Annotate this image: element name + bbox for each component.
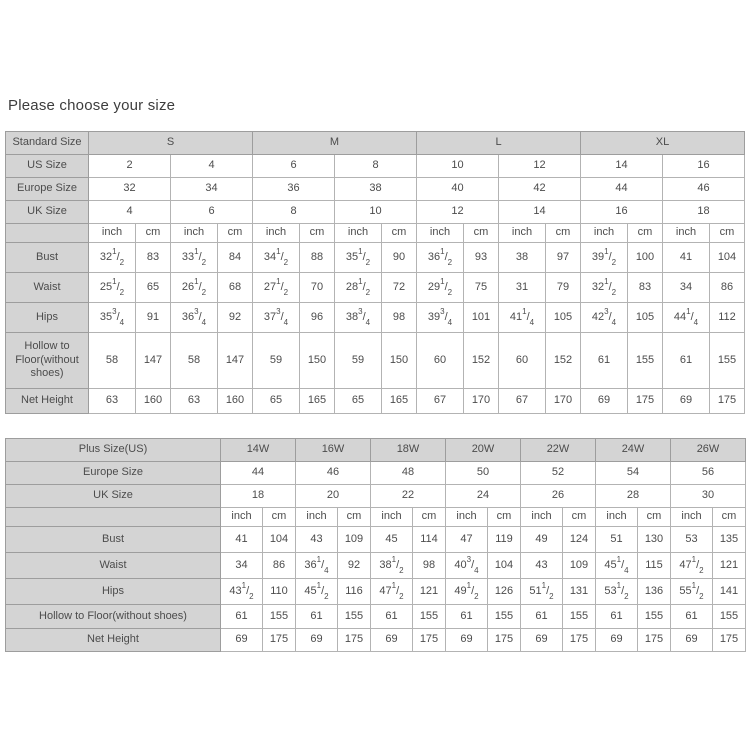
measure-value-cell: 61 <box>221 605 263 629</box>
measure-value-cell: $32^1/_2$ <box>581 273 628 303</box>
measure-value-cell: 175 <box>263 629 296 652</box>
measure-value-cell: $39^3/_4$ <box>417 303 464 333</box>
measure-value-cell: 110 <box>263 579 296 605</box>
measure-value-cell: 109 <box>338 527 371 553</box>
size-group-cell: 26W <box>671 439 746 462</box>
unit-inch-cell: inch <box>296 508 338 527</box>
measure-value-cell: 86 <box>263 553 296 579</box>
unit-inch-cell: inch <box>221 508 263 527</box>
measure-value-cell: 101 <box>464 303 499 333</box>
measure-value-cell: 175 <box>563 629 596 652</box>
size-value-cell: 30 <box>671 485 746 508</box>
measure-value-cell: $51^1/_2$ <box>521 579 563 605</box>
measure-value-cell: $55^1/_2$ <box>671 579 713 605</box>
measure-value-cell: $44^1/_4$ <box>663 303 710 333</box>
measure-value-cell: $37^3/_4$ <box>253 303 300 333</box>
measure-value-cell: 69 <box>221 629 263 652</box>
size-row-label: UK Size <box>6 201 89 224</box>
measure-value-cell: 63 <box>171 389 218 414</box>
measure-value-cell: 116 <box>338 579 371 605</box>
measure-value-cell: $36^1/_4$ <box>296 553 338 579</box>
measure-value-cell: 96 <box>300 303 335 333</box>
measure-value-cell: 61 <box>446 605 488 629</box>
size-value-cell: 52 <box>521 462 596 485</box>
unit-inch-cell: inch <box>671 508 713 527</box>
measure-value-cell: $53^1/_2$ <box>596 579 638 605</box>
measure-value-cell: 61 <box>521 605 563 629</box>
unit-cm-cell: cm <box>710 224 745 243</box>
measure-value-cell: $39^1/_2$ <box>581 243 628 273</box>
measure-value-cell: 51 <box>596 527 638 553</box>
measure-value-cell: $35^3/_4$ <box>89 303 136 333</box>
measure-value-cell: 61 <box>371 605 413 629</box>
measure-row-label: Hollow to Floor(without shoes) <box>6 605 221 629</box>
plus-size-table <box>5 438 746 652</box>
measure-value-cell: 61 <box>663 333 710 389</box>
measure-value-cell: 155 <box>713 605 746 629</box>
size-value-cell: 40 <box>417 178 499 201</box>
size-value-cell: 36 <box>253 178 335 201</box>
unit-inch-cell: inch <box>253 224 300 243</box>
unit-inch-cell: inch <box>596 508 638 527</box>
unit-inch-cell: inch <box>581 224 628 243</box>
size-group-cell: 16W <box>296 439 371 462</box>
measure-value-cell: 43 <box>521 553 563 579</box>
measure-value-cell: 98 <box>413 553 446 579</box>
measure-value-cell: 150 <box>300 333 335 389</box>
measure-value-cell: 65 <box>136 273 171 303</box>
measure-value-cell: 147 <box>136 333 171 389</box>
size-value-cell: 8 <box>335 155 417 178</box>
size-value-cell: 48 <box>371 462 446 485</box>
measure-value-cell: 41 <box>663 243 710 273</box>
standard-size-table <box>5 131 745 414</box>
measure-value-cell: 72 <box>382 273 417 303</box>
measure-row-label: Bust <box>6 527 221 553</box>
size-value-cell: 38 <box>335 178 417 201</box>
measure-value-cell: 175 <box>713 629 746 652</box>
measure-value-cell: 84 <box>218 243 253 273</box>
size-value-cell: 28 <box>596 485 671 508</box>
size-value-cell: 18 <box>221 485 296 508</box>
size-value-cell: 34 <box>171 178 253 201</box>
measure-value-cell: 136 <box>638 579 671 605</box>
measure-value-cell: $26^1/_2$ <box>171 273 218 303</box>
measure-value-cell: 61 <box>296 605 338 629</box>
measure-value-cell: 83 <box>136 243 171 273</box>
measure-value-cell: 69 <box>521 629 563 652</box>
size-value-cell: 18 <box>663 201 745 224</box>
size-value-cell: 24 <box>446 485 521 508</box>
measure-value-cell: 69 <box>371 629 413 652</box>
size-value-cell: 46 <box>296 462 371 485</box>
size-group-cell: 14W <box>221 439 296 462</box>
measure-value-cell: 109 <box>563 553 596 579</box>
measure-value-cell: 175 <box>638 629 671 652</box>
measure-value-cell: 155 <box>628 333 663 389</box>
measure-value-cell: 68 <box>218 273 253 303</box>
measure-value-cell: 152 <box>464 333 499 389</box>
measure-value-cell: $33^1/_2$ <box>171 243 218 273</box>
measure-value-cell: 53 <box>671 527 713 553</box>
measure-value-cell: 69 <box>296 629 338 652</box>
size-row-label: UK Size <box>6 485 221 508</box>
measure-value-cell: 47 <box>446 527 488 553</box>
size-group-cell: M <box>253 132 417 155</box>
measure-value-cell: $47^1/_2$ <box>371 579 413 605</box>
measure-value-cell: $27^1/_2$ <box>253 273 300 303</box>
measure-value-cell: $29^1/_2$ <box>417 273 464 303</box>
measure-value-cell: 63 <box>89 389 136 414</box>
measure-value-cell: 150 <box>382 333 417 389</box>
size-value-cell: 26 <box>521 485 596 508</box>
measure-value-cell: 115 <box>638 553 671 579</box>
measure-value-cell: 59 <box>335 333 382 389</box>
measure-value-cell: 152 <box>546 333 581 389</box>
size-value-cell: 10 <box>335 201 417 224</box>
size-system-label: Plus Size(US) <box>6 439 221 462</box>
measure-row-label: Hips <box>6 303 89 333</box>
size-value-cell: 16 <box>663 155 745 178</box>
measure-value-cell: 155 <box>488 605 521 629</box>
measure-value-cell: 49 <box>521 527 563 553</box>
unit-inch-cell: inch <box>521 508 563 527</box>
unit-inch-cell: inch <box>417 224 464 243</box>
measure-row-label: Net Height <box>6 389 89 414</box>
unit-cm-cell: cm <box>628 224 663 243</box>
measure-value-cell: 105 <box>546 303 581 333</box>
size-group-cell: 22W <box>521 439 596 462</box>
size-value-cell: 4 <box>89 201 171 224</box>
measure-value-cell: 88 <box>300 243 335 273</box>
measure-value-cell: 175 <box>413 629 446 652</box>
table-spacer <box>5 414 750 438</box>
unit-inch-cell: inch <box>89 224 136 243</box>
measure-value-cell: 93 <box>464 243 499 273</box>
unit-cm-cell: cm <box>382 224 417 243</box>
measure-row-label: Bust <box>6 243 89 273</box>
measure-value-cell: 175 <box>628 389 663 414</box>
measure-value-cell: $38^1/_2$ <box>371 553 413 579</box>
measure-value-cell: 41 <box>221 527 263 553</box>
measure-value-cell: $42^3/_4$ <box>581 303 628 333</box>
measure-value-cell: $43^1/_2$ <box>221 579 263 605</box>
size-value-cell: 44 <box>581 178 663 201</box>
unit-inch-cell: inch <box>371 508 413 527</box>
measure-value-cell: 165 <box>300 389 335 414</box>
size-system-label: Standard Size <box>6 132 89 155</box>
measure-value-cell: 69 <box>581 389 628 414</box>
measure-value-cell: 126 <box>488 579 521 605</box>
measure-row-label: Net Height <box>6 629 221 652</box>
size-value-cell: 16 <box>581 201 663 224</box>
unit-cm-cell: cm <box>136 224 171 243</box>
measure-value-cell: 155 <box>263 605 296 629</box>
size-row-label: US Size <box>6 155 89 178</box>
size-row-label: Europe Size <box>6 178 89 201</box>
measure-value-cell: 97 <box>546 243 581 273</box>
measure-value-cell: 170 <box>546 389 581 414</box>
measure-value-cell: 112 <box>710 303 745 333</box>
size-value-cell: 6 <box>253 155 335 178</box>
measure-value-cell: 131 <box>563 579 596 605</box>
size-value-cell: 32 <box>89 178 171 201</box>
size-group-cell: 20W <box>446 439 521 462</box>
unit-inch-cell: inch <box>335 224 382 243</box>
measure-value-cell: 90 <box>382 243 417 273</box>
unit-cm-cell: cm <box>488 508 521 527</box>
measure-value-cell: 75 <box>464 273 499 303</box>
measure-value-cell: 175 <box>338 629 371 652</box>
measure-value-cell: 160 <box>218 389 253 414</box>
size-value-cell: 4 <box>171 155 253 178</box>
measure-value-cell: 70 <box>300 273 335 303</box>
size-value-cell: 20 <box>296 485 371 508</box>
size-value-cell: 14 <box>499 201 581 224</box>
measure-value-cell: 114 <box>413 527 446 553</box>
unit-cm-cell: cm <box>263 508 296 527</box>
measure-value-cell: 60 <box>499 333 546 389</box>
measure-value-cell: 34 <box>663 273 710 303</box>
measure-value-cell: 34 <box>221 553 263 579</box>
measure-value-cell: 69 <box>671 629 713 652</box>
size-group-cell: 24W <box>596 439 671 462</box>
size-value-cell: 50 <box>446 462 521 485</box>
measure-value-cell: 155 <box>563 605 596 629</box>
measure-value-cell: 121 <box>413 579 446 605</box>
measure-value-cell: 104 <box>710 243 745 273</box>
measure-value-cell: 86 <box>710 273 745 303</box>
size-value-cell: 6 <box>171 201 253 224</box>
measure-value-cell: 91 <box>136 303 171 333</box>
measure-value-cell: 59 <box>253 333 300 389</box>
measure-value-cell: $25^1/_2$ <box>89 273 136 303</box>
measure-value-cell: $36^3/_4$ <box>171 303 218 333</box>
size-value-cell: 12 <box>417 201 499 224</box>
unit-inch-cell: inch <box>663 224 710 243</box>
measure-row-label: Waist <box>6 553 221 579</box>
measure-value-cell: 83 <box>628 273 663 303</box>
measure-value-cell: 92 <box>338 553 371 579</box>
measure-value-cell: 155 <box>413 605 446 629</box>
measure-value-cell: $41^1/_4$ <box>499 303 546 333</box>
size-group-cell: L <box>417 132 581 155</box>
unit-cm-cell: cm <box>713 508 746 527</box>
unit-cm-cell: cm <box>338 508 371 527</box>
measure-row-label: Hips <box>6 579 221 605</box>
size-value-cell: 42 <box>499 178 581 201</box>
size-value-cell: 14 <box>581 155 663 178</box>
measure-value-cell: $45^1/_4$ <box>596 553 638 579</box>
size-value-cell: 54 <box>596 462 671 485</box>
measure-value-cell: 175 <box>488 629 521 652</box>
measure-value-cell: 170 <box>464 389 499 414</box>
measure-value-cell: 69 <box>446 629 488 652</box>
measure-value-cell: 121 <box>713 553 746 579</box>
measure-value-cell: 61 <box>581 333 628 389</box>
measure-value-cell: 119 <box>488 527 521 553</box>
measure-value-cell: 61 <box>596 605 638 629</box>
measure-value-cell: 38 <box>499 243 546 273</box>
unit-row-spacer <box>6 508 221 527</box>
measure-value-cell: 45 <box>371 527 413 553</box>
unit-cm-cell: cm <box>464 224 499 243</box>
size-value-cell: 8 <box>253 201 335 224</box>
measure-value-cell: 43 <box>296 527 338 553</box>
unit-row-spacer <box>6 224 89 243</box>
size-group-cell: S <box>89 132 253 155</box>
measure-value-cell: 100 <box>628 243 663 273</box>
unit-cm-cell: cm <box>413 508 446 527</box>
measure-value-cell: $49^1/_2$ <box>446 579 488 605</box>
measure-value-cell: $28^1/_2$ <box>335 273 382 303</box>
measure-value-cell: $45^1/_2$ <box>296 579 338 605</box>
measure-value-cell: 160 <box>136 389 171 414</box>
unit-cm-cell: cm <box>218 224 253 243</box>
size-group-cell: XL <box>581 132 745 155</box>
unit-inch-cell: inch <box>499 224 546 243</box>
measure-value-cell: 98 <box>382 303 417 333</box>
measure-value-cell: $35^1/_2$ <box>335 243 382 273</box>
size-value-cell: 10 <box>417 155 499 178</box>
size-value-cell: 12 <box>499 155 581 178</box>
measure-value-cell: 165 <box>382 389 417 414</box>
measure-value-cell: $34^1/_2$ <box>253 243 300 273</box>
measure-value-cell: 155 <box>638 605 671 629</box>
measure-value-cell: 92 <box>218 303 253 333</box>
measure-value-cell: 79 <box>546 273 581 303</box>
size-value-cell: 2 <box>89 155 171 178</box>
size-value-cell: 22 <box>371 485 446 508</box>
measure-value-cell: 104 <box>263 527 296 553</box>
unit-cm-cell: cm <box>638 508 671 527</box>
size-row-label: Europe Size <box>6 462 221 485</box>
measure-value-cell: 58 <box>89 333 136 389</box>
measure-value-cell: 69 <box>663 389 710 414</box>
measure-value-cell: 104 <box>488 553 521 579</box>
unit-inch-cell: inch <box>171 224 218 243</box>
measure-value-cell: $40^3/_4$ <box>446 553 488 579</box>
measure-value-cell: 65 <box>335 389 382 414</box>
measure-value-cell: 67 <box>499 389 546 414</box>
unit-cm-cell: cm <box>546 224 581 243</box>
measure-value-cell: 65 <box>253 389 300 414</box>
measure-row-label: Hollow to Floor(without shoes) <box>6 333 89 389</box>
measure-value-cell: 60 <box>417 333 464 389</box>
measure-value-cell: $32^1/_2$ <box>89 243 136 273</box>
measure-value-cell: 105 <box>628 303 663 333</box>
measure-value-cell: 141 <box>713 579 746 605</box>
measure-value-cell: 147 <box>218 333 253 389</box>
unit-cm-cell: cm <box>563 508 596 527</box>
measure-value-cell: 130 <box>638 527 671 553</box>
measure-value-cell: $36^1/_2$ <box>417 243 464 273</box>
size-value-cell: 44 <box>221 462 296 485</box>
measure-value-cell: 155 <box>338 605 371 629</box>
measure-row-label: Waist <box>6 273 89 303</box>
measure-value-cell: 67 <box>417 389 464 414</box>
measure-value-cell: 175 <box>710 389 745 414</box>
unit-cm-cell: cm <box>300 224 335 243</box>
measure-value-cell: 124 <box>563 527 596 553</box>
measure-value-cell: 58 <box>171 333 218 389</box>
unit-inch-cell: inch <box>446 508 488 527</box>
measure-value-cell: 135 <box>713 527 746 553</box>
measure-value-cell: 155 <box>710 333 745 389</box>
size-value-cell: 56 <box>671 462 746 485</box>
page-title: Please choose your size <box>8 97 176 114</box>
measure-value-cell: 69 <box>596 629 638 652</box>
measure-value-cell: $38^3/_4$ <box>335 303 382 333</box>
size-group-cell: 18W <box>371 439 446 462</box>
measure-value-cell: 61 <box>671 605 713 629</box>
measure-value-cell: 31 <box>499 273 546 303</box>
size-value-cell: 46 <box>663 178 745 201</box>
measure-value-cell: $47^1/_2$ <box>671 553 713 579</box>
